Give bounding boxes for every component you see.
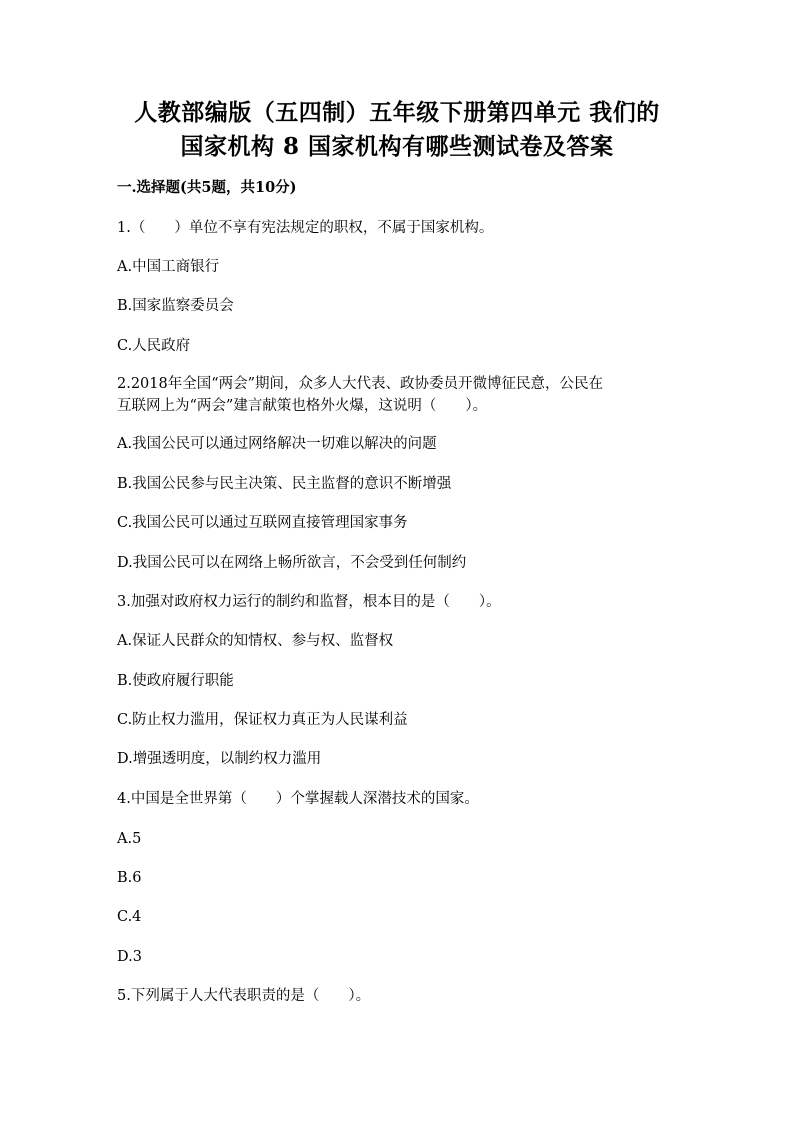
question-4-option-b: B.6: [117, 870, 142, 886]
document-title-line-1: 人教部编版（五四制）五年级下册第四单元 我们的: [134, 99, 660, 126]
question-3-option-c: C.防止权力滥用，保证权力真正为人民谋利益: [117, 712, 408, 728]
question-1-stem: 1.（ ）单位不享有宪法规定的职权，不属于国家机构。: [117, 220, 494, 236]
document-title-line-2: 国家机构 8 国家机构有哪些测试卷及答案: [180, 133, 614, 160]
question-4-option-d: D.3: [117, 949, 142, 965]
question-3-option-d: D.增强透明度，以制约权力滥用: [117, 751, 322, 767]
question-2-stem-line-2: 互联网上为“两会”建言献策也格外火爆，这说明（ ）。: [117, 398, 488, 414]
question-3-option-a: A.保证人民群众的知情权、参与权、监督权: [117, 633, 394, 649]
question-1-option-a: A.中国工商银行: [117, 259, 220, 275]
section-heading: 一.选择题(共5题，共10分): [117, 179, 297, 196]
question-4-option-c: C.4: [117, 909, 142, 925]
question-3-stem: 3.加强对政府权力运行的制约和监督，根本目的是（ ）。: [117, 594, 501, 610]
question-2-option-b: B.我国公民参与民主决策、民主监督的意识不断增强: [117, 476, 452, 492]
question-4-option-a: A.5: [117, 831, 142, 847]
question-4-stem: 4.中国是全世界第（ ）个掌握载人深潜技术的国家。: [117, 791, 479, 807]
question-5-stem: 5.下列属于人大代表职责的是（ ）。: [117, 988, 371, 1004]
question-2-option-c: C.我国公民可以通过互联网直接管理国家事务: [117, 515, 408, 531]
question-3-option-b: B.使政府履行职能: [117, 673, 234, 689]
question-2-option-d: D.我国公民可以在网络上畅所欲言，不会受到任何制约: [117, 555, 467, 571]
question-2-option-a: A.我国公民可以通过网络解决一切难以解决的问题: [117, 436, 437, 452]
question-1-option-b: B.国家监察委员会: [117, 298, 234, 314]
question-1-option-c: C.人民政府: [117, 338, 191, 354]
question-2-stem-line-1: 2.2018年全国“两会”期间，众多人大代表、政协委员开微博征民意，公民在: [117, 376, 604, 392]
